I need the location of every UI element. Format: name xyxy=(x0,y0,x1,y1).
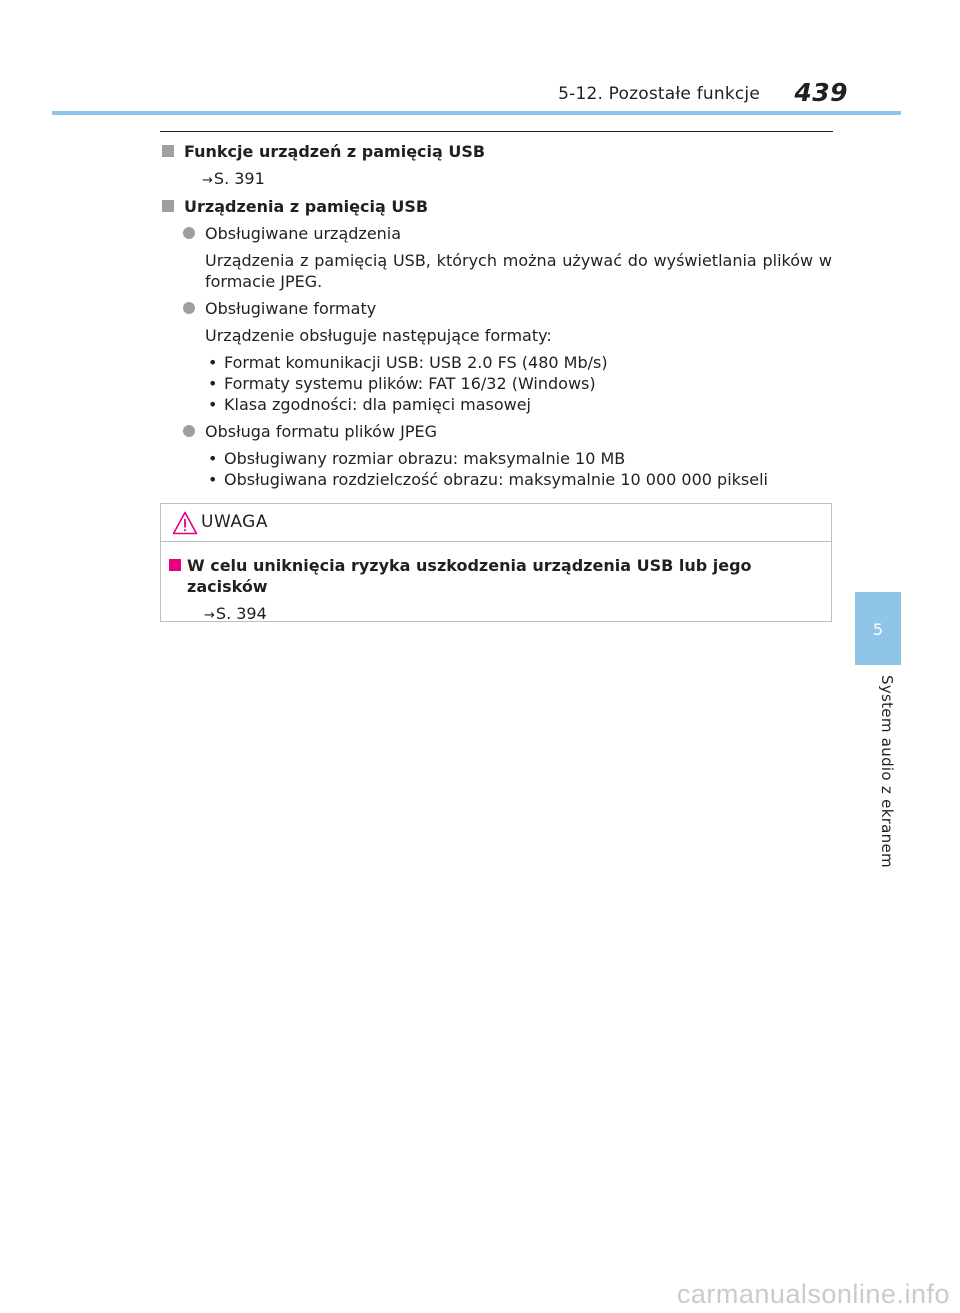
chapter-title: System audio z ekranem xyxy=(878,675,896,868)
section-heading-text: Funkcje urządzeń z pamięcią USB xyxy=(184,142,486,161)
paragraph: Urządzenie obsługuje następujące formaty: xyxy=(205,326,552,345)
circle-bullet-icon xyxy=(183,425,195,437)
circle-bullet-icon xyxy=(183,227,195,239)
subsection-heading xyxy=(160,298,832,319)
section-title: 5-12. Pozostałe funkcje xyxy=(558,84,760,104)
list-item: • Obsługiwana rozdzielczość obrazu: maksymalnie 10 000 000 pikseli xyxy=(208,469,832,490)
warning-triangle-icon xyxy=(172,511,198,535)
caution-title: UWAGA xyxy=(201,512,268,532)
bullet-list xyxy=(160,352,832,415)
page-reference-text: S. 394 xyxy=(215,604,267,623)
caution-heading-text: W celu uniknięcia ryzyka uszkodzenia urządzenia USB lub jego zacisków xyxy=(187,556,752,596)
caution-header xyxy=(161,504,831,542)
header-rule xyxy=(52,111,901,115)
caution-box xyxy=(160,503,832,622)
subsection-heading xyxy=(160,223,832,244)
circle-bullet-icon xyxy=(183,302,195,314)
list-item: • Klasa zgodności: dla pamięci masowej xyxy=(208,394,832,415)
page-reference xyxy=(160,168,832,191)
page-reference xyxy=(161,603,831,626)
square-bullet-icon xyxy=(169,559,181,571)
caution-heading xyxy=(161,555,831,597)
square-bullet-icon xyxy=(162,145,174,157)
list-item: • Formaty systemu plików: FAT 16/32 (Windows) xyxy=(208,373,832,394)
section-heading xyxy=(160,141,832,162)
page-number: 439 xyxy=(794,78,848,107)
page-reference-text: S. 391 xyxy=(213,169,265,188)
chapter-number: 5 xyxy=(872,620,884,639)
arrow-icon: → xyxy=(204,608,215,623)
caution-body xyxy=(161,555,831,626)
section-heading xyxy=(160,196,832,217)
subsection-heading-text: Obsługiwane formaty xyxy=(205,299,377,318)
list-item: • Format komunikacji USB: USB 2.0 FS (480 Mb/s) xyxy=(208,352,832,373)
page-header xyxy=(52,78,900,112)
square-bullet-icon xyxy=(162,200,174,212)
subsection-heading xyxy=(160,421,832,442)
subsection-heading-text: Obsługiwane urządzenia xyxy=(205,224,402,243)
section-heading-text: Urządzenia z pamięcią USB xyxy=(184,197,429,216)
arrow-icon: → xyxy=(202,173,213,188)
list-item: • Obsługiwany rozmiar obrazu: maksymalnie 10 MB xyxy=(208,448,832,469)
page-content xyxy=(160,141,832,490)
bullet-list xyxy=(160,448,832,490)
subsection-heading-text: Obsługa formatu plików JPEG xyxy=(205,422,438,441)
paragraph: Urządzenia z pamięcią USB, których można używać do wyświetlania plików w formacie JPEG. xyxy=(205,251,832,291)
content-top-rule xyxy=(160,131,833,132)
watermark: carmanualsonline.info xyxy=(676,1279,950,1309)
